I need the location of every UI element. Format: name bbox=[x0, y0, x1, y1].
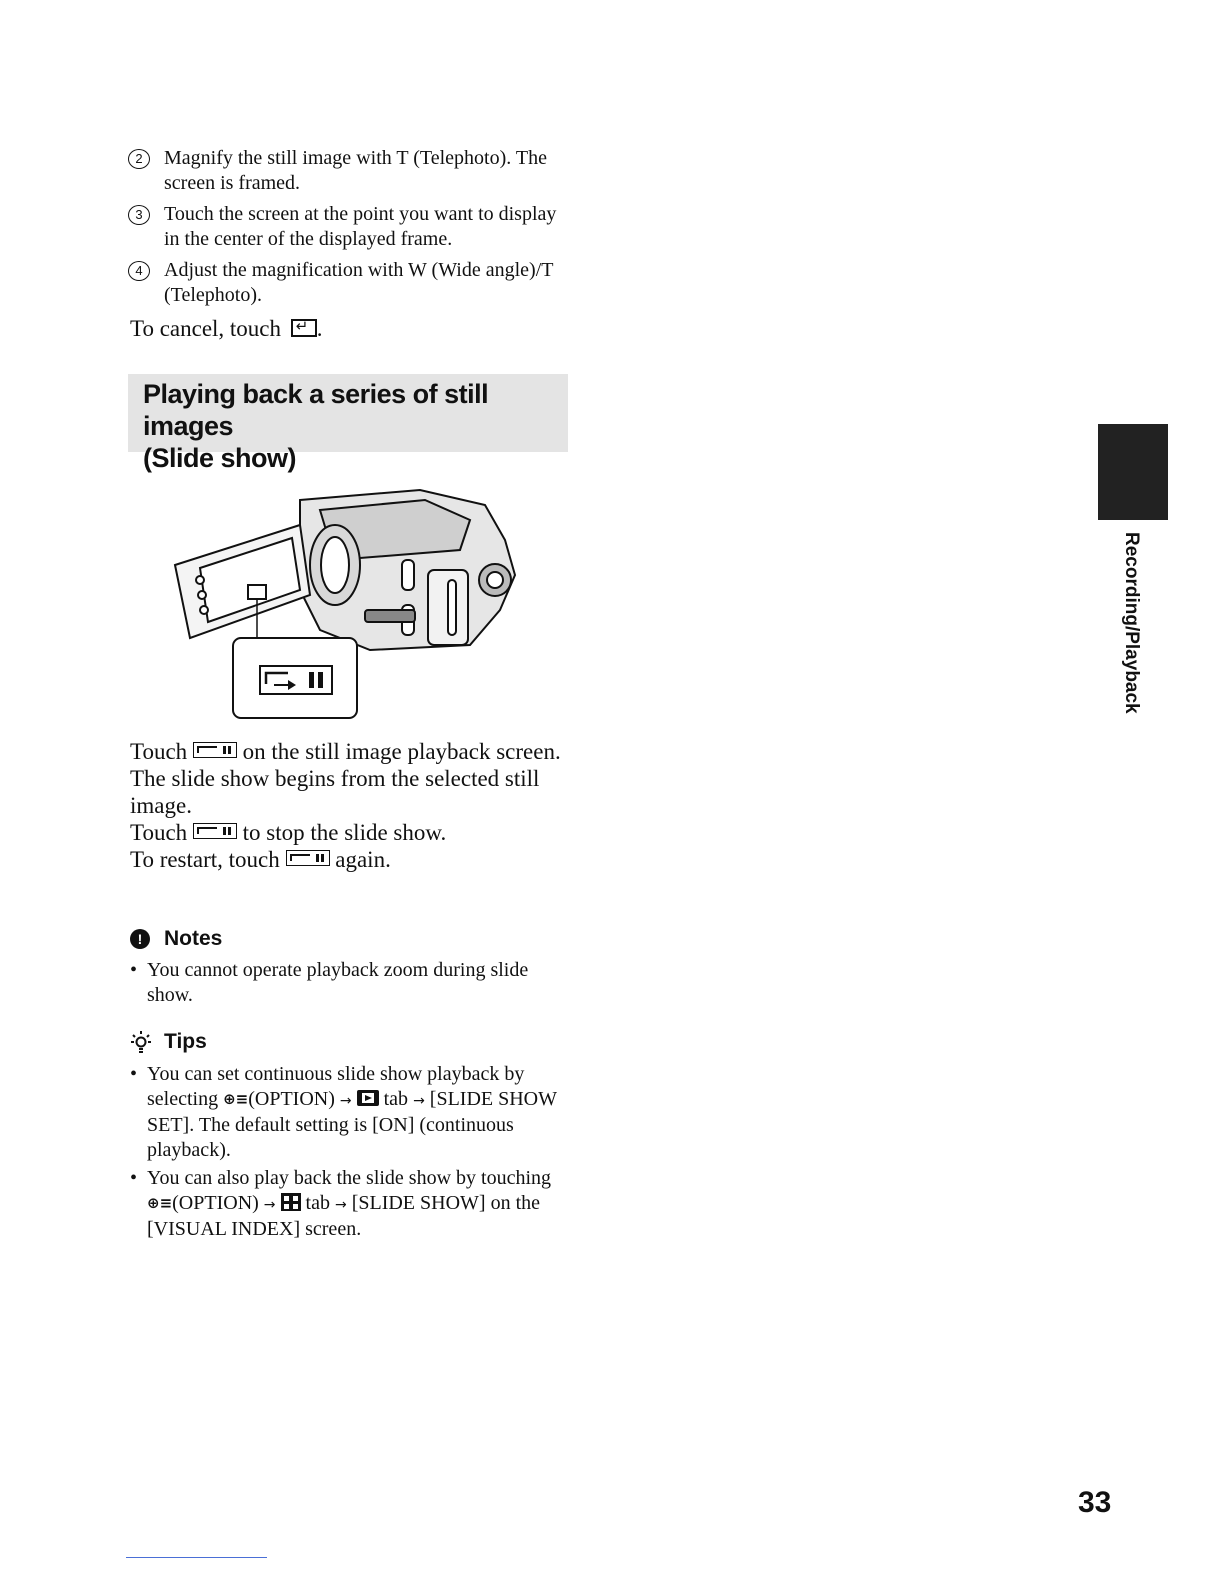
step-text: Magnify the still image with T (Telephoto). The screen is framed. bbox=[164, 147, 547, 194]
tips-heading bbox=[130, 1030, 207, 1054]
section-heading-line2: (Slide show) bbox=[143, 443, 297, 473]
slide-show-icon bbox=[286, 850, 330, 866]
text: To restart, touch bbox=[130, 847, 280, 872]
note-text: You cannot operate playback zoom during slide show. bbox=[147, 959, 529, 1006]
text: You can also play back the slide show by touching bbox=[147, 1167, 552, 1189]
text: [SLIDE SHOW SET]. The default setting is [ON] (continuous playback). bbox=[147, 1087, 557, 1161]
paragraph bbox=[130, 738, 580, 765]
bullet-dot: • bbox=[130, 959, 138, 981]
notes-title: Notes bbox=[164, 927, 223, 950]
text: (OPTION) bbox=[248, 1087, 335, 1110]
slide-show-icon bbox=[193, 742, 237, 758]
play-tab-icon bbox=[357, 1090, 379, 1106]
text: Touch bbox=[130, 820, 188, 845]
option-icon: ⊕≡ bbox=[147, 1193, 173, 1212]
step-text: Adjust the magnification with W (Wide angle)/T (Telephoto). bbox=[164, 259, 554, 306]
bullet-dot: • bbox=[130, 1063, 138, 1085]
text: again. bbox=[335, 847, 391, 872]
cancel-instruction bbox=[130, 316, 323, 342]
list-item bbox=[130, 1062, 570, 1162]
tips-icon bbox=[130, 1030, 152, 1054]
arrow-icon: → bbox=[413, 1092, 425, 1109]
text: Touch bbox=[130, 739, 188, 764]
step-number: 4 bbox=[128, 261, 150, 281]
page-number: 33 bbox=[1078, 1486, 1112, 1519]
tips-list bbox=[130, 1062, 570, 1246]
text: tab bbox=[383, 1087, 409, 1110]
notes-heading bbox=[130, 927, 222, 951]
section-tab-label: Recording/Playback bbox=[1121, 532, 1142, 714]
arrow-icon: → bbox=[263, 1196, 276, 1213]
slide-show-icon bbox=[193, 823, 237, 839]
notes-list bbox=[130, 958, 570, 1011]
step-item bbox=[128, 202, 568, 252]
step-number: 3 bbox=[128, 205, 150, 225]
text: You can set continuous slide show playback by selecting bbox=[147, 1063, 525, 1110]
body-text bbox=[130, 738, 580, 873]
step-item bbox=[128, 146, 568, 196]
steps-list bbox=[128, 146, 568, 314]
cancel-period: . bbox=[316, 316, 323, 341]
text: (OPTION) bbox=[172, 1191, 259, 1214]
notes-icon: ! bbox=[130, 929, 150, 949]
step-text: Touch the screen at the point you want to display in the center of the displayed frame. bbox=[164, 203, 557, 250]
text: to stop the slide show. bbox=[242, 820, 447, 845]
list-item bbox=[130, 958, 570, 1007]
text: tab bbox=[305, 1191, 330, 1214]
text: [SLIDE SHOW] on the [VISUAL INDEX] screen. bbox=[147, 1191, 541, 1240]
camcorder-illustration bbox=[170, 480, 530, 725]
paragraph bbox=[130, 819, 580, 846]
tip-text bbox=[147, 1166, 570, 1242]
arrow-icon: → bbox=[334, 1196, 347, 1213]
list-item bbox=[130, 1166, 570, 1242]
step-item bbox=[128, 258, 568, 308]
return-icon bbox=[291, 319, 317, 337]
paragraph bbox=[130, 846, 580, 873]
bullet-dot: • bbox=[130, 1167, 138, 1189]
option-icon: ⊕≡ bbox=[223, 1089, 249, 1108]
footer-rule bbox=[126, 1557, 267, 1558]
step-number: 2 bbox=[128, 149, 150, 169]
text: on the still image playback screen. bbox=[242, 739, 561, 764]
arrow-icon: → bbox=[339, 1092, 352, 1109]
section-tab-marker bbox=[1098, 424, 1168, 520]
tips-title: Tips bbox=[164, 1030, 207, 1053]
cancel-text: To cancel, touch bbox=[130, 316, 282, 341]
section-heading-line1: Playing back a series of still images bbox=[143, 379, 489, 441]
tip-text bbox=[147, 1062, 570, 1162]
paragraph: The slide show begins from the selected still image. bbox=[130, 766, 540, 818]
index-tab-icon bbox=[281, 1193, 301, 1211]
section-heading bbox=[143, 378, 563, 474]
